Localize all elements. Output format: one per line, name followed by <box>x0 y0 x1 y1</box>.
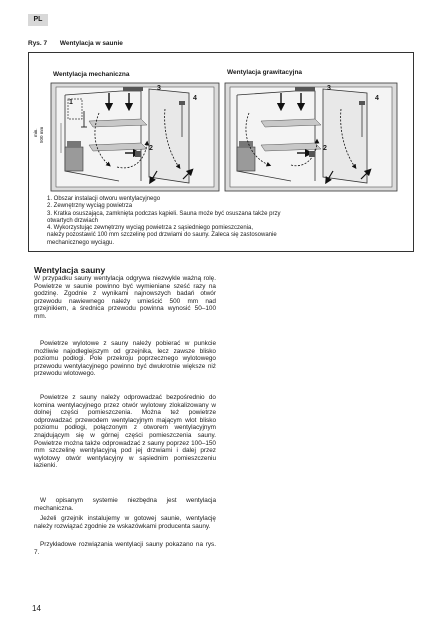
figure-legend <box>47 196 407 247</box>
section-title: Wentylacja sauny <box>34 265 106 275</box>
min-distance-label: 500 mm <box>39 126 44 143</box>
marker-4-left: 4 <box>193 95 197 102</box>
paragraph-2: Powietrze wylotowe z sauny należy pobierać w punkcie możliwie najodleglejszym od grzejnika, lecz zawsze blisko poziomu podłogi. Pole przekroju poprzecznego wylotowego przewodu wentylacyjnego powinno być dwukrotnie większe niż przewodu wlotowego. <box>34 340 216 378</box>
paragraph-1: W przypadku sauny wentylacja odgrywa niezwykle ważną rolę. Powietrze w saunie powinno być wymieniane sześć razy na godzinę. Zgodnie z wynikami najnowszych badań otwór przewodu nawiewnego należy umieścić 500 mm nad grzejnikiem, a średnica przewodu powinna wynosić 50–100 mm. <box>34 275 216 320</box>
figure-caption <box>28 40 123 47</box>
legend-item: mechanicznego wyciągu. <box>47 239 115 246</box>
legend-item: 1. Obszar instalacji otworu wentylacyjnego <box>47 196 161 202</box>
marker-3-left: 3 <box>157 85 161 92</box>
figure-box <box>28 52 414 252</box>
figure-title: Wentylacja w saunie <box>59 40 123 47</box>
marker-3-right: 3 <box>327 85 331 92</box>
legend-item: 3. Kratka osuszająca, zamknięta podczas kąpieli. Sauna może być osuszana także przy <box>47 210 281 217</box>
legend-item: 4. Wykorzystując zewnętrzny wyciąg powietrza z sąsiedniego pomieszczenia, <box>47 225 254 232</box>
legend-item: 2. Zewnętrzny wyciąg powietrza <box>47 203 133 210</box>
paragraph-4: W opisanym systemie niezbędna jest wentylacja mechaniczna. <box>34 497 216 512</box>
min-label: min. <box>33 128 38 137</box>
mechanical-ventilation-label: Wentylacja mechaniczna <box>53 71 130 78</box>
paragraph-5: Jeżeli grzejnik instalujemy w gotowej saunie, wentylację należy rozwiązać zgodnie ze wskazówkami producenta sauny. <box>34 515 216 530</box>
paragraph-6: Przykładowe rozwiązania wentylacji sauny pokazano na rys. 7. <box>34 541 216 556</box>
paragraph-3: Powietrze z sauny należy odprowadzać bezpośrednio do komina wentylacyjnego przez otwór wylotowy zlokalizowany w dolnej części pomieszczenia. Można też powietrze odprowadzać przewodem wentylacyjnym mającym wlot blisko poziomu podłogi, połączonym z otworem wentylacyjnym znajdującym się w górnej części pomieszczenia sauny. Powietrze można także odprowadzać z sauny poprzez 100–150 mm szczelinę wentylacyjną pod jej drzwiami i dalej przez wylotowy otwór wentylacyjny w sąsiednim pomieszczeniu łazienki. <box>34 394 216 470</box>
legend-item: należy pozostawić 100 mm szczelinę pod drzwiami do sauny. Zaleca się zastosowanie <box>47 232 277 239</box>
page-number: 14 <box>32 604 41 613</box>
marker-4-right: 4 <box>375 95 379 102</box>
figure-number: Rys. 7 <box>28 40 48 47</box>
marker-2-right: 2 <box>323 145 327 152</box>
legend-item: otwartych drzwiach <box>47 217 99 224</box>
gravity-ventilation-diagram <box>225 83 397 191</box>
language-tab: PL <box>28 14 48 26</box>
marker-2-left: 2 <box>149 145 153 152</box>
gravity-ventilation-label: Wentylacja grawitacyjna <box>227 69 303 76</box>
marker-1: 1 <box>69 99 73 106</box>
